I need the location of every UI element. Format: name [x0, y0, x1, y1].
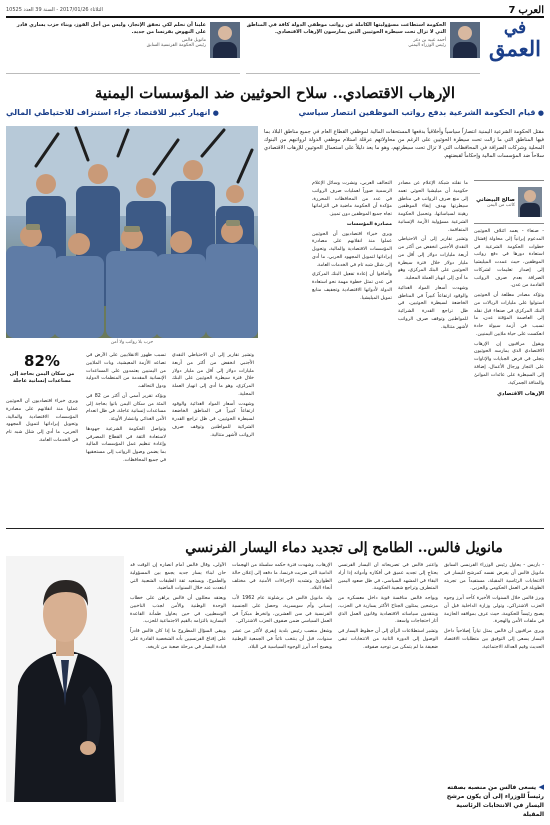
story2-column — [338, 562, 438, 818]
story2-headline: مانويل فالس.. الطامح إلى تجديد دماء اليسار الفرنسي — [185, 540, 503, 556]
author-info — [476, 197, 515, 208]
paragraph: وتشير تقارير إلى أن الاحتياطي النقدي الأجنبي انخفض من أكثر من أربعة مليارات دولار إلى أقل من مليار دولار خلال فترة سيطرة الحوثيين على البنك المركزي، وهو ما أدى إلى انهيار العملة المحلية. — [398, 237, 468, 282]
story2-photo — [6, 556, 124, 802]
section-tag — [486, 20, 544, 72]
story2-column — [444, 562, 544, 742]
photo-caption: حرب بلا رواتب ولا أمن — [110, 340, 154, 345]
paragraph: - باريس - يحاول رئيس الوزراء الفرنسي السابق مانويل فالس أن يفرض نفسه كمرشح لليسار في الانتخابات الرئاسية المقبلة، مستفيداً من تجربته الطويلة في العمل الحكومي والحزبي. — [444, 563, 544, 592]
story1-column — [398, 180, 468, 524]
quote-role: رئيس الحكومة الفرنسية السابق — [146, 42, 206, 48]
quote-strip — [6, 22, 480, 74]
stat-percentage: 82% — [24, 352, 60, 370]
story1-column — [312, 180, 392, 340]
quote-body — [6, 22, 206, 73]
section-subhead: مصادرة المؤسسات — [346, 221, 392, 227]
paragraph: وشغل منصب رئيس بلدية إيفري لأكثر من عشر سنوات، قبل أن ينتخب نائباً في الجمعية الوطنية ويصبح أحد أبرز الوجوه السياسية في البلاد. — [232, 629, 332, 650]
paragraph: ويرى خبراء اقتصاديون أن الحوثيين عملوا منذ انقلابهم على مصادرة المؤسسات الاقتصادية والمالية، وتحويل إيراداتها لتمويل المجهود الحربي، ما أدى إلى شلل شبه تام في الخدمات العامة. — [6, 399, 78, 443]
paragraph: ويرى خبراء اقتصاديون أن الحوثيين عملوا منذ انقلابهم على مصادرة المؤسسات الاقتصادية والمالية، وتحويل إيراداتها لتمويل المجهود الحربي، ما أدى إلى شلل شبه تام في الخدمات العامة. — [312, 231, 392, 268]
author-box — [474, 180, 544, 224]
quote-name: أحمد عبيد بن دغر — [413, 37, 446, 43]
quote-portrait-icon — [210, 22, 240, 58]
paragraph: وأضافوا أن إعادة تفعيل البنك المركزي في عدن تمثل خطوة مهمة نحو استعادة الدولة لأدواتها الاقتصادية وتجفيف منابع تمويل الميليشيا. — [312, 272, 392, 301]
issue-date: الثلاثاء 2017/01/26 - السنة 39 العدد 10525 — [6, 7, 103, 13]
quote-box — [6, 22, 240, 74]
section-subhead: الإرهاب الاقتصادي — [497, 391, 544, 398]
masthead-brand — [508, 5, 544, 16]
paragraph: ما نقلته شبكة الإعلام عن مصادر حكومية أن ميليشيا الحوثي تعمد إلى منع صرف الرواتب في مناطق سيطرتها بهدف إبقاء الموظفين رهينة لسياساتها، وتحميل الحكومة الشرعية مسؤولية الأزمة الإنسانية المتفاقمة. — [398, 181, 468, 233]
pullquote-text: يسعى فالس من منصبه بصفته رئيساً للوزراء إلى أن يكون مرشح اليسار في الانتخابات الرئاسية المقبلة — [446, 783, 544, 818]
section-tag-line2: العمق — [488, 36, 542, 61]
author-portrait-icon — [518, 187, 542, 217]
page-number: 7 — [508, 4, 516, 16]
paragraph: ويبقى السؤال المطروح ما إذا كان فالس قادراً على إقناع الفرنسيين بأنه الشخصية القادرة على قيادة اليسار في مرحلة صعبة من تاريخه. — [130, 629, 226, 650]
story1-headline: الإرهاب الاقتصادي.. سلاح الحوثيين ضد المؤسسات اليمنية — [94, 84, 456, 102]
armed-fighters-photo-icon — [6, 126, 258, 338]
quote-role: رئيس الوزراء اليمني — [408, 42, 446, 48]
story1-column — [172, 352, 254, 524]
paragraph: وتؤكد مصادر مطلعة أن الحوثيين استولوا على مليارات الريالات من البنك المركزي في صنعاء قبل نقله إلى العاصمة المؤقتة عدن، ما تسبب في أزمة سيولة حادة انعكست على حياة ملايين اليمنيين. — [474, 293, 544, 337]
newspaper-logo: العرب — [518, 4, 544, 16]
section-divider — [6, 528, 544, 529]
paragraph: ويواجه فالس منافسة قوية داخل معسكره من مرشحين يمثلون الجناح الأكثر يسارية في الحزب، وينتقدون سياساته الاقتصادية وقانون العمل الذي أثار احتجاجات واسعة. — [338, 596, 438, 625]
paragraph: وتشير استطلاعات الرأي إلى أن حظوظ اليسار في الوصول إلى الدورة الثانية من الانتخابات تبقى ضعيفة ما لم يتمكن من توحيد صفوفه. — [338, 629, 438, 650]
masthead — [6, 4, 544, 18]
story1 — [6, 126, 544, 524]
paragraph: وتشير تقارير إلى أن الاحتياطي النقدي الأجنبي انخفض من أكثر من أربعة مليارات دولار إلى أقل من مليار دولار خلال فترة سيطرة الحوثيين على البنك المركزي، وهو ما أدى إلى انهيار العملة المحلية. — [172, 353, 254, 397]
paragraph: الأولى، وقال فالس أمام أنصاره إن الوقت قد حان لبناء يسار جديد يجمع بين المسؤولية والطموح، ويستعيد ثقة الطبقات الشعبية التي ابتعدت عنه خلال السنوات الماضية. — [130, 563, 226, 592]
paragraph: ويرى مراقبون أن فالس يمثل تياراً إصلاحياً داخل اليسار يسعى إلى التوفيق بين متطلبات الاقتصاد الحديث وقيم العدالة الاجتماعية. — [444, 629, 544, 650]
paragraph: ويقول مراقبون إن الإرهاب الاقتصادي الذي يمارسه الحوثيون يتجلى في فرض الجبايات والإتاوات على التجار ورجال الأعمال، إضافة إلى السيطرة على عائدات الموانئ والمنافذ الجمركية. — [474, 341, 544, 386]
story1-subhead: ● انهيار كبير للاقتصاد جراء استنزاف للاحتياطي المالي — [6, 108, 219, 117]
paragraph: ويعتقد محللون أن فالس يراهن على خطاب الوحدة الوطنية والأمن لجذب الناخبين الوسطيين، في حين يحاول طمأنة القاعدة اليسارية بالتزامه بالقيم الاجتماعية للحزب. — [130, 596, 226, 625]
stat-box — [6, 352, 78, 394]
section-tag-line1: في — [503, 18, 527, 38]
quote-box — [246, 22, 480, 74]
paragraph: ولد مانويل فالس في برشلونة عام 1962 لأب إسباني وأم سويسرية، وحصل على الجنسية الفرنسية في سن العشرين، وانخرط مبكراً في العمل السياسي ضمن صفوف الحزب الاشتراكي. — [232, 596, 332, 625]
quote-name: مانويل فالس — [181, 37, 206, 43]
story1-subheads — [6, 108, 544, 117]
paragraph: وتواصل الحكومة الشرعية جهودها لاستعادة الثقة في القطاع المصرفي وإعادة تنظيم عمل المؤسسات المالية بما يضمن وصول الرواتب إلى مستحقيها في جميع المحافظات. — [86, 426, 166, 463]
story1-subhead: ● قيام الحكومة الشرعية بدفع رواتب الموظفين انتصار سياسي — [299, 108, 544, 117]
story2-column — [232, 562, 332, 818]
paragraph: - صنعاء - يعمد ائتلاف الحوثيين المدعوم إيرانياً إلى محاولة إفشال خطوات الحكومة الشرعية في استعادة دورها في دفع رواتب الموظفين، حيث عمدت الميليشيا إلى إصدار تعليمات لشركات الصرافة بعدم صرف الرواتب القادمة من عدن. — [474, 229, 544, 289]
paragraph: وشهدت أسعار المواد الغذائية والوقود ارتفاعاً كبيراً في المناطق الخاضعة لسيطرة الحوثيين، في ظل تراجع القدرة الشرائية للمواطنين وتوقف صرف الرواتب لأشهر متتالية. — [398, 285, 468, 330]
pullquote-arrow-icon: ◀ — [536, 782, 544, 791]
quote-text: الحكومة استطاعت مسؤوليتها الكاملة عن رواتب موظفي الدولة كافة في المناطق التي لا تزال تحت سيطرة الحوثيين الذين يمارسون الإرهاب الاقتصادي. — [246, 22, 446, 35]
paragraph: واعتبر فالس في تصريحاته أن اليسار الفرنسي يحتاج إلى تجديد عميق في أفكاره وأدواته إذا أراد البقاء في المشهد السياسي، في ظل صعود اليمين المتطرف وتراجع شعبية الحكومة. — [338, 563, 438, 592]
paragraph: ويؤكد تقرير أممي أن أكثر من 82 في المئة من سكان اليمن باتوا بحاجة إلى مساعدات إنسانية عاجلة، في ظل انعدام الأمن الغذائي وانتشار الأوبئة. — [86, 393, 166, 423]
politician-portrait-icon — [6, 556, 124, 802]
story1-column — [6, 398, 78, 524]
author-role: كاتب من اليمن — [487, 202, 515, 208]
author-name: صالح البيضاني — [476, 196, 515, 203]
paragraph: وبرز فالس خلال السنوات الأخيرة كأحد أبرز وجوه الحزب الاشتراكي، وتولى وزارة الداخلية قبل أن يصبح رئيساً للحكومة، حيث عرف بمواقفه الحازمة في ملفات الأمن والهجرة. — [444, 596, 544, 625]
paragraph: تسبب ظهور الانقلابيين على الأرض في تصاعد الأزمة المعيشية، وبات الملايين من اليمنيين يعتمدون على المساعدات الإنسانية المقدمة من المنظمات الدولية ودول التحالف. — [86, 353, 166, 390]
story1-column — [86, 352, 166, 524]
pullquote — [440, 782, 544, 820]
stat-text: من سكان اليمن بحاجة إلى مساعدات إنسانية عاجلة — [9, 371, 75, 384]
story1-lede: مقتل الحكومة الشرعية اليمنية انتصاراً سياسياً وأخلاقياً بدفعها المستحقات المالية لموظفي القطاع العام في جميع مناطق البلاد بما فيها المناطق التي ما زالت تحت سيطرة الحوثيين على الرغم من محاولاتهم عرقلة استلام موظفي الدولة لرواتبهم من البنوك المحلية وشركات الصرافة في المحافظات التي لا تزال تحت سيطرتهم، وهو ما يعد دليلاً على استعمال الحوثيين للإرهاب الاقتصادي سلاحاً ضد المؤسسات المالية وإحكاماً لقبضتهم. — [264, 129, 544, 160]
paragraph: التحالف العربي، ونشرت وسائل الإعلام الرسمية صوراً لعمليات صرف الرواتب في عدد من المحافظات المحررة، مؤكدة أن الحكومة ماضية في التزاماتها تجاه جميع الموظفين دون تمييز. — [312, 181, 392, 218]
story1-column — [474, 228, 544, 524]
paragraph: وشهدت أسعار المواد الغذائية والوقود ارتفاعاً كبيراً في المناطق الخاضعة لسيطرة الحوثيين، في ظل تراجع القدرة الشرائية للمواطنين وتوقف صرف الرواتب لأشهر متتالية. — [172, 401, 254, 438]
quote-portrait-icon — [450, 22, 480, 58]
quote-body — [246, 22, 446, 73]
story1-photo — [6, 126, 258, 338]
story2-column — [130, 562, 226, 818]
quote-text: علينا أن نحلم لكي نحقق الإنجاز، وليس من أجل الفوز، وبناء حزب يساري قادر على النهوض بفرنسا من جديد. — [16, 22, 206, 35]
paragraph: الإرهاب، وشهدت فترة حكمه سلسلة من الهجمات الدامية التي ضربت فرنسا، ما دفعه إلى إعلان حالة الطوارئ وتشديد الإجراءات الأمنية في مختلف أنحاء البلاد. — [232, 563, 332, 592]
